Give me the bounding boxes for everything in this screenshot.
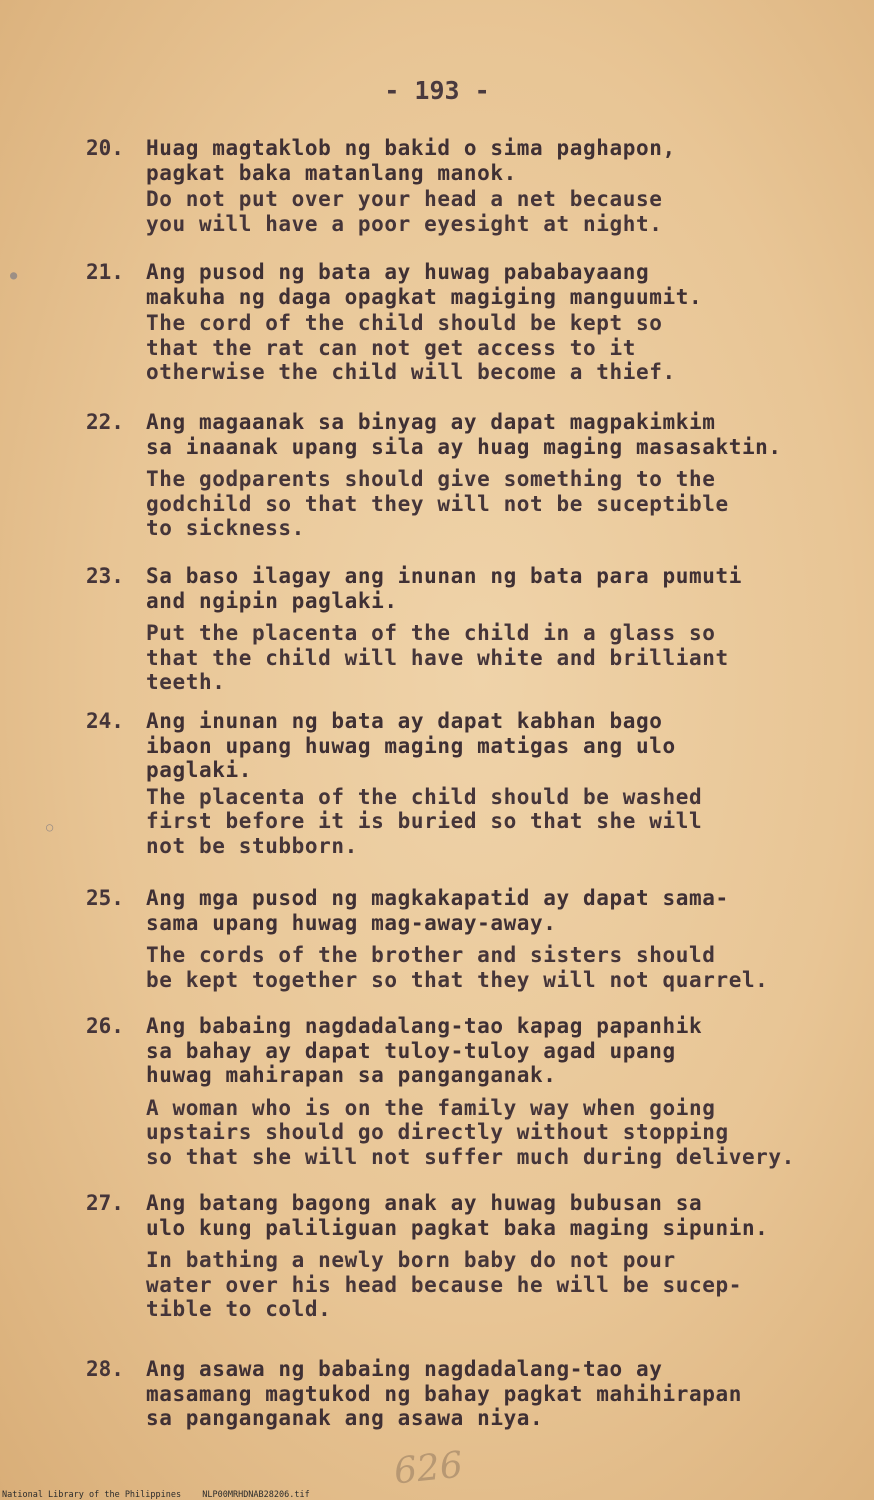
entry-number: 20. (86, 136, 124, 160)
archive-footer (2, 1490, 326, 1500)
entry-number: 26. (86, 1014, 124, 1038)
margin-mark-icon: ○ (46, 820, 54, 834)
tagalog-text: Ang babaing nagdadalang-tao kapag papanhik sa bahay ay dapat tuloy-tuloy agad upang huwag mahirapan sa panganganak. (146, 1014, 703, 1087)
handwritten-page-number: 626 (392, 1444, 465, 1493)
english-text: The placenta of the child should be washed first before it is buried so that she will not be stubborn. (146, 784, 703, 858)
tagalog-text: Huag magtaklob ng bakid o sima paghapon, pagkat baka matanlang manok. (146, 136, 676, 185)
entry-number: 28. (86, 1357, 124, 1381)
entry-22 (86, 410, 846, 541)
entry-number: 22. (86, 410, 124, 434)
tagalog-text: Ang asawa ng babaing nagdadalang-tao ay masamang magtukod ng bahay pagkat mahihirapan sa panganganak ang asawa niya. (146, 1357, 742, 1430)
english-text: Do not put over your head a net because you will have a poor eyesight at night. (146, 187, 663, 236)
english-text: A woman who is on the family way when going upstairs should go directly without stopping so that she will not suffer much during delivery. (146, 1095, 795, 1169)
entry-number: 23. (86, 564, 124, 588)
entry-number: 24. (86, 709, 124, 733)
entry-20 (86, 136, 846, 236)
tagalog-text: Ang batang bagong anak ay huwag bubusan sa ulo kung paliliguan pagkat baka maging sipunin. (146, 1191, 769, 1240)
entry-21 (86, 260, 846, 385)
entry-number: 25. (86, 886, 124, 910)
file-id: NLP00MRHDNAB28206.tif (202, 1490, 310, 1500)
library-name: National Library of the Philippines (2, 1490, 182, 1500)
entry-number: 27. (86, 1191, 124, 1215)
entry-28 (86, 1357, 846, 1431)
english-text: Put the placenta of the child in a glass so that the child will have white and brilliant teeth. (146, 621, 729, 694)
entry-23 (86, 564, 846, 695)
tagalog-text: Ang pusod ng bata ay huwag pababayaang makuha ng daga opagkat magiging manguumit. (146, 260, 703, 309)
entry-number: 21. (86, 260, 124, 284)
entry-27 (86, 1191, 846, 1322)
english-text: The godparents should give something to the godchild so that they will not be suceptible to sickness. (146, 467, 729, 540)
english-text: The cord of the child should be kept so that the rat can not get access to it otherwise the child will become a thief. (146, 311, 676, 384)
entry-25 (86, 886, 846, 992)
tagalog-text: Ang mga pusod ng magkakapatid ay dapat sama- sama upang huwag mag-away-away. (146, 886, 729, 935)
page-number: - 193 - (384, 76, 490, 105)
entry-26 (86, 1014, 846, 1169)
english-text: In bathing a newly born baby do not pour water over his head because he will be sucep- tible to cold. (146, 1248, 742, 1321)
entry-24 (86, 709, 846, 858)
english-text: The cords of the brother and sisters should be kept together so that they will not quarrel. (146, 943, 769, 992)
margin-mark-icon: ● (10, 268, 18, 282)
tagalog-text: Sa baso ilagay ang inunan ng bata para pumuti and ngipin paglaki. (146, 564, 742, 613)
tagalog-text: Ang magaanak sa binyag ay dapat magpakimkim sa inaanak upang sila ay huag maging masasaktin. (146, 410, 782, 459)
tagalog-text: Ang inunan ng bata ay dapat kabhan bago ibaon upang huwag maging matigas ang ulo paglaki. (146, 709, 676, 782)
